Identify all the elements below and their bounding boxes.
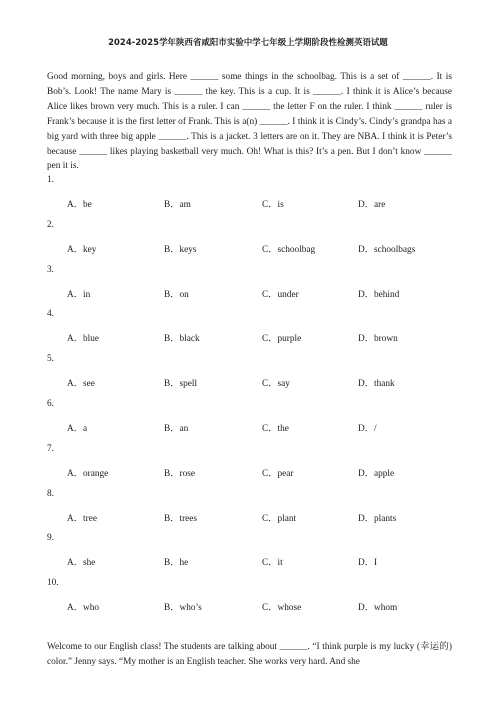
answer-option-d: D．behind xyxy=(358,289,400,300)
answer-option-c: C．plant xyxy=(262,513,297,524)
answer-option-a: A．be xyxy=(67,200,92,210)
answer-option-c: C．schoolbag xyxy=(262,244,316,255)
answer-option-a: A．key xyxy=(67,244,97,255)
answer-option-b: B．spell xyxy=(164,379,198,390)
answer-option-b: B．he xyxy=(164,558,189,569)
answer-option-b: B．who’s xyxy=(164,603,202,614)
question-number: 8. xyxy=(47,488,54,499)
answer-option-d: D．I xyxy=(358,558,378,569)
answer-option-c: C．whose xyxy=(262,603,302,614)
passage-cloze-1: Good morning, boys and girls. Here ______ some things in the schoolbag. This is a set of ______. It is Bob’s. Look! The name Mary is ______ the key. This is a cup. It is ______. I think it is Alice’s because Alice likes brown very much. This is a ruler. I can ______ the letter F on the ruler. I think ______ ruler is Frank’s because it is the first letter of Frank. This is a(n) ______. I think it is Cindy’s. Cindy’s grandpa has a big yard with three big apple ______. This is a jacket. 3 letters are on it. They are NBA. I think it is Peter’s because ______ likes playing basketball very much. Oh! What is this? It’s a pen. But I don’t know ______ pen it is. xyxy=(47,72,452,172)
question-number: 2. xyxy=(47,219,54,230)
answer-option-b: B．keys xyxy=(164,244,197,255)
answer-option-b: B．on xyxy=(164,289,189,300)
answer-option-a: A．a xyxy=(67,424,88,434)
answer-option-d: D．plants xyxy=(358,513,397,524)
answer-option-a: A．blue xyxy=(67,334,100,345)
answer-option-c: C．it xyxy=(262,558,283,569)
answer-option-b: B．am xyxy=(164,200,191,210)
answer-option-b: B．trees xyxy=(164,513,198,524)
answer-option-d: D．apple xyxy=(358,468,395,479)
question-number: 5. xyxy=(47,354,54,365)
answer-option-d: D．are xyxy=(358,200,386,210)
answer-option-b: B．rose xyxy=(164,468,195,479)
question-number: 7. xyxy=(47,443,54,454)
answer-option-d: D．whom xyxy=(358,603,398,614)
passage-cloze-2: Welcome to our English class! The students are talking about ______. “I think purple is my lucky (幸运的) color.” Jenny says. “My mother is an English teacher. She works very hard. And she xyxy=(47,642,452,667)
answer-option-a: A．who xyxy=(67,603,100,614)
answer-option-c: C．purple xyxy=(262,334,302,345)
answer-option-a: A．orange xyxy=(67,468,109,479)
answer-option-c: C．the xyxy=(262,424,289,434)
exam-title: 2024-2025学年陕西省咸阳市实验中学七年级上学期阶段性检测英语试题 xyxy=(108,37,388,47)
question-number: 6. xyxy=(47,399,54,409)
answer-option-a: A．in xyxy=(67,289,91,300)
question-number: 9. xyxy=(47,533,54,544)
answer-option-a: A．she xyxy=(67,558,96,569)
answer-option-c: C．under xyxy=(262,289,299,300)
answer-option-d: D．brown xyxy=(358,334,398,345)
question-number: 4. xyxy=(47,309,54,320)
answer-option-b: B．black xyxy=(164,334,200,345)
answer-option-d: D．schoolbags xyxy=(358,244,416,255)
answer-option-b: B．an xyxy=(164,424,189,434)
answer-option-d: D．/ xyxy=(358,424,377,434)
question-number: 10. xyxy=(47,578,59,589)
question-number: 3. xyxy=(47,264,54,275)
answer-option-c: C．is xyxy=(262,200,284,210)
answer-option-c: C．pear xyxy=(262,468,294,479)
answer-option-a: A．see xyxy=(67,379,95,390)
answer-option-d: D．thank xyxy=(358,379,395,390)
answer-option-c: C．say xyxy=(262,379,290,390)
answer-option-a: A．tree xyxy=(67,513,97,524)
question-number: 1. xyxy=(47,175,54,185)
